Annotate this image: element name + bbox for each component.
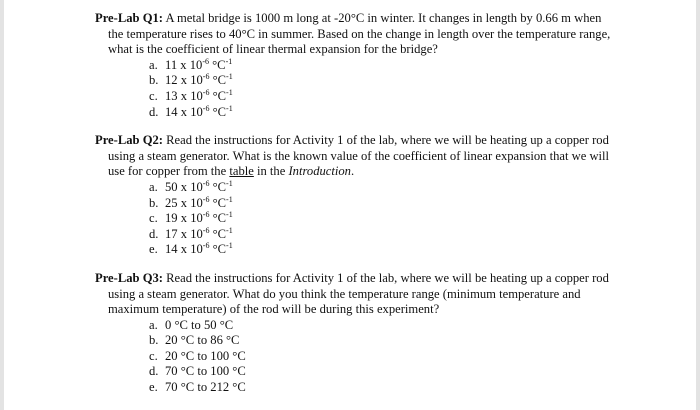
option-letter: d. (149, 364, 159, 379)
option-letter: d. (149, 226, 159, 241)
right-edge-strip (696, 0, 700, 410)
option[interactable] (95, 89, 615, 105)
option[interactable] (95, 211, 615, 227)
option-letter: b. (149, 195, 159, 210)
question-1-options (95, 58, 615, 120)
option[interactable] (95, 242, 615, 258)
question-3-text: Read the instructions for Activity 1 of the lab, where we will be heating up a copper rod using a steam generator. What do you think the temperature range (minimum temperature and maximum temperature) of the rod will be during this experiment? (108, 270, 609, 317)
option[interactable] (95, 180, 615, 196)
option-letter: a. (149, 179, 158, 194)
option-letter: e. (149, 380, 158, 395)
option-text: 20 °C to 100 °C (165, 348, 246, 363)
option[interactable] (95, 380, 615, 396)
option-text: 25 x $10^{-6}$ $^\circ C^{-1}$ (165, 194, 233, 210)
option-text: 70 °C to 100 °C (165, 364, 246, 379)
question-3 (95, 271, 615, 396)
option[interactable] (95, 349, 615, 365)
option-letter: d. (149, 104, 159, 119)
question-1-text: A metal bridge is 1000 m long at -20°C in winter. It changes in length by 0.66 m when the temperature rises to 40°C in summer. Based on the change in length over the temperature range, what is the coefficient of linear thermal expansion for the bridge? (108, 11, 611, 57)
question-1-label: Pre-Lab Q1: (95, 11, 163, 25)
document-page (95, 11, 615, 396)
question-2 (95, 133, 615, 258)
option[interactable] (95, 105, 615, 121)
option[interactable] (95, 73, 615, 89)
table-link[interactable]: table (229, 164, 254, 179)
option-text: 50 x $10^{-6}$ $^\circ C^{-1}$ (165, 178, 233, 194)
introduction-reference: Introduction (288, 164, 351, 179)
option[interactable] (95, 333, 615, 349)
option-letter: a. (149, 57, 158, 72)
option[interactable] (95, 227, 615, 243)
option-text: 12 x $10^{-6}$ $^\circ C^{-1}$ (165, 72, 233, 88)
option-text: 0 °C to 50 °C (165, 317, 234, 332)
option-letter: c. (149, 211, 158, 226)
question-1-stem (95, 11, 615, 58)
option-text: 19 x $10^{-6}$ $^\circ C^{-1}$ (165, 210, 233, 226)
option[interactable] (95, 364, 615, 380)
option-text: 14 x $10^{-6}$ $^\circ C^{-1}$ (165, 103, 233, 119)
question-3-options (95, 318, 615, 396)
question-2-label: Pre-Lab Q2: (95, 133, 163, 148)
question-2-text: Read the instructions for Activity 1 of the lab, where we will be heating up a copper rod using a steam generator. What is the known value of the coefficient of linear expansion that we will use for copper from the (108, 133, 610, 179)
option-text: 14 x $10^{-6}$ $^\circ C^{-1}$ (165, 241, 233, 257)
question-3-label: Pre-Lab Q3: (95, 270, 163, 285)
left-edge-strip (0, 0, 4, 410)
option-text: 20 °C to 86 °C (165, 333, 240, 348)
option-text: 13 x $10^{-6}$ $^\circ C^{-1}$ (165, 87, 233, 103)
option[interactable] (95, 58, 615, 74)
option-letter: c. (149, 348, 158, 363)
option-text: 11 x $10^{-6}$ $^\circ C^{-1}$ (165, 56, 233, 72)
option-letter: b. (149, 333, 159, 348)
option-letter: c. (149, 88, 158, 103)
option-text: 70 °C to 212 °C (165, 380, 246, 395)
question-3-stem (95, 271, 615, 318)
question-1 (95, 11, 615, 120)
option[interactable] (95, 318, 615, 334)
option-letter: e. (149, 242, 158, 257)
question-2-options (95, 180, 615, 258)
option-letter: a. (149, 317, 158, 332)
question-2-stem: Pre-Lab Q2: Read the instructions for Activity 1 of the lab, where we will be heating up a copper rod using a steam generator. What is the known value of the coefficient of linear expansion that we will use for copper from the table in the Introduction. (95, 133, 610, 179)
option-text: 17 x $10^{-6}$ $^\circ C^{-1}$ (165, 225, 233, 241)
option-letter: b. (149, 73, 159, 88)
option[interactable] (95, 196, 615, 212)
